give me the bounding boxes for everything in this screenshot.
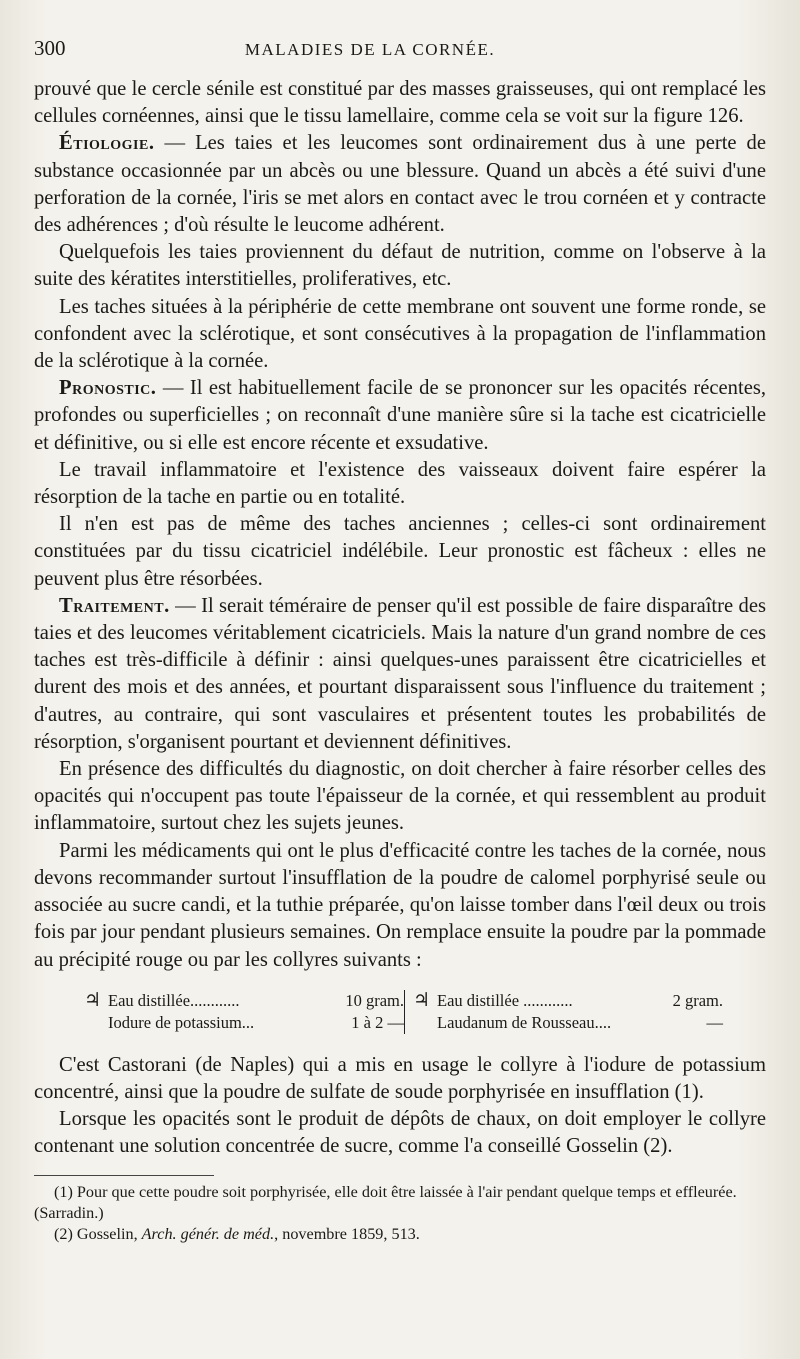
footnote-divider	[34, 1175, 214, 1176]
paragraph: C'est Castorani (de Naples) qui a mis en usage le collyre à l'iodure de potassium concentré, ainsi que la poudre de sulfate de soude porphyrisée en insufflation (1).	[34, 1053, 766, 1103]
recipe-symbol-icon: ♃	[413, 989, 431, 1011]
paragraph-pronostic: Pronostic. — Il est habituellement facile de se prononcer sur les opacités récentes, profondes ou superficielles ; on reconnaît d'une manière sûre si la tache est cicatricielle et définitive, ou si elle est encore récente et exsudative.	[34, 377, 766, 454]
paragraph: Parmi les médicaments qui ont le plus d'efficacité contre les taches de la cornée, nous devons recommander surtout l'insufflation de la poudre de calomel porphyrisé seule ou associée au sucre candi, et la tuthie préparée, qu'on laisse tomber dans l'œil deux ou trois fois par jour pendant plusieurs semaines. On remplace ensuite la poudre par la pommade au précipité rouge ou par les collyres suivants :	[34, 839, 766, 971]
footnotes	[34, 1182, 766, 1245]
formula-row: Eau distillée ............ 2 gram.	[437, 990, 723, 1010]
formula-row: Eau distillée............ 10 gram.	[108, 990, 404, 1010]
paragraph: Le travail inflammatoire et l'existence des vaisseaux doivent faire espérer la résorption de la tache en partie ou en totalité.	[34, 458, 766, 509]
running-title: MALADIES DE LA CORNÉE.	[244, 40, 496, 59]
page-number: 300	[34, 36, 66, 60]
formula-row: Laudanum de Rousseau.... —	[437, 1012, 723, 1032]
paragraph-etiologie: Étiologie. — Les taies et les leucomes sont ordinairement dus à une perte de substance occasionnée par un abcès ou une blessure. Quand un abcès a été suivi d'une perforation de la cornée, l'iris se met alors en contact avec le trou cornéen et y contracte des adhérences ; d'où résulte le leucome adhérent.	[34, 132, 766, 237]
paragraph: Il n'en est pas de même des taches anciennes ; celles-ci sont ordinairement constituées par du tissu cicatriciel indélébile. Leur pronostic est fâcheux : elles ne peuvent plus être résorbées.	[34, 513, 766, 590]
page-header	[34, 36, 766, 76]
paragraph: prouvé que le cercle sénile est constitué par des masses graisseuses, qui ont remplacé les cellules cornéennes, ainsi que le tissu lamellaire, comme cela se voit sur la figure 126.	[34, 78, 766, 128]
paragraph: Les taches situées à la périphérie de cette membrane ont souvent une forme ronde, se confondent avec la sclérotique, et sont consécutives à la propagation de l'inflammation de la sclérotique à la cornée.	[34, 295, 766, 373]
recipe-symbol-icon: ♃	[84, 989, 102, 1011]
section-heading: Traitement.	[59, 594, 170, 617]
footnote-source: Arch. génér. de méd.	[141, 1224, 275, 1243]
body-text	[34, 76, 766, 974]
paragraph: Lorsque les opacités sont le produit de dépôts de chaux, on doit employer le collyre contenant une solution concentrée de sucre, comme l'a conseillé Gosselin (2).	[34, 1108, 766, 1158]
body-text-continued	[34, 1052, 766, 1161]
formula-left	[84, 990, 404, 1034]
paragraph: Quelquefois les taies proviennent du défaut de nutrition, comme on l'observe à la suite des kératites interstitielles, proliferatives, etc.	[34, 241, 766, 291]
paragraph-traitement: Traitement. — Il serait téméraire de penser qu'il est possible de faire disparaître des taies et des leucomes véritablement cicatriciels. Mais la nature d'un grand nombre de ces taches est très-difficile à définir : ainsi quelques-unes paraissent être cicatricielles et durent des mois et des années, et pourtant disparaissent sous l'influence du traitement ; d'autres, au contraire, qui sont vasculaires et présentent toutes les probabilités de résorption, s'organisent pourtant et deviennent définitives.	[34, 594, 766, 753]
section-heading: Étiologie.	[59, 132, 155, 155]
footnote-2: (2) Gosselin, Arch. génér. de méd., novembre 1859, 513.	[54, 1224, 420, 1243]
section-heading: Pronostic.	[59, 377, 157, 400]
paragraph: En présence des difficultés du diagnostic, on doit chercher à faire résorber celles des opacités qui n'occupent pas toute l'épaisseur de la cornée, et qui ressemblent au produit inflammatoire, surtout chez les sujets jeunes.	[34, 758, 766, 835]
formula-right	[404, 990, 723, 1034]
prescription-formulas	[34, 990, 766, 1034]
formula-row: Iodure de potassium... 1 à 2 —	[108, 1012, 404, 1032]
footnote-1: (1) Pour que cette poudre soit porphyrisée, elle doit être laissée à l'air pendant quelque temps et effleurée. (Sarradin.)	[34, 1182, 737, 1222]
